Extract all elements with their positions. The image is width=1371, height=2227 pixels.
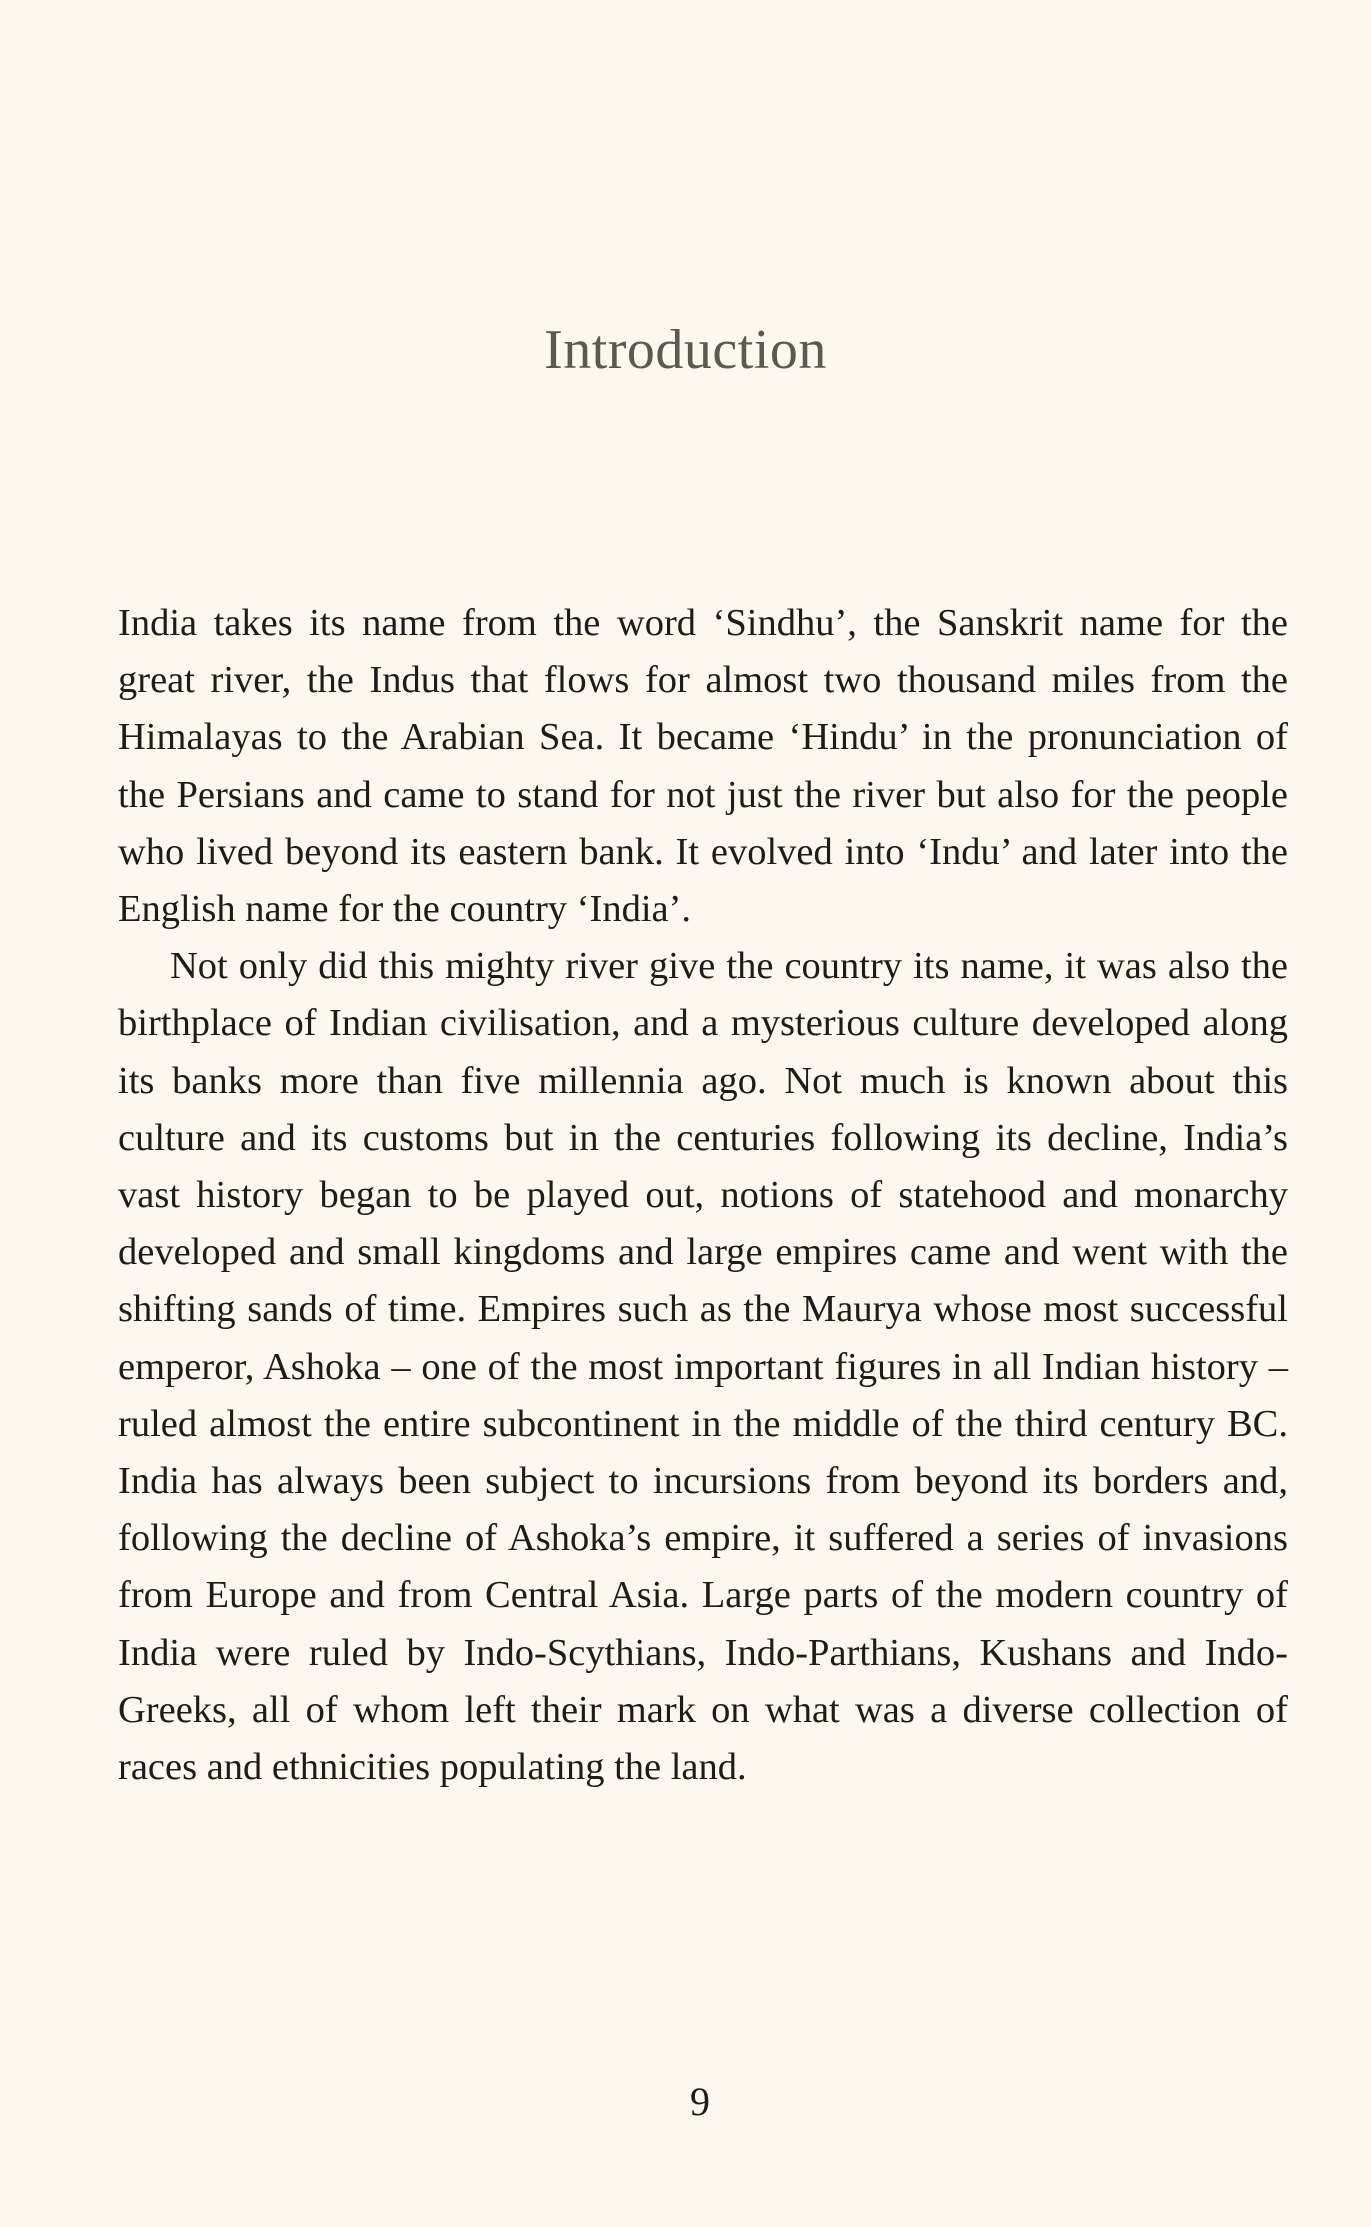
chapter-title: Introduction [544, 319, 827, 381]
paragraph-1: India takes its name from the word ‘Sindhu’, the Sanskrit name for the great river, the Indus that flows for almost two thousand miles from the Himalayas to the Arabian Sea. It became ‘Hindu’ in the pronunciation of the Persians and came to stand for not just the river but also for the people who lived beyond its eastern bank. It evolved into ‘Indu’ and later into the English name for the country ‘India’. [118, 602, 1288, 931]
page-number: 9 [690, 2079, 710, 2124]
body-text [118, 595, 1288, 1796]
paragraph-2: Not only did this mighty river give the country its name, it was also the birthplace of Indian civilisation, and a mysterious culture developed along its banks more than five millennia ago. Not much is known about this culture and its customs but in the centuries following its decline, India’s vast history began to be played out, notions of statehood and monarchy developed and small kingdoms and large empires came and went with the shifting sands of time. Empires such as the Maurya whose most successful emperor, Ashoka – one of the most important figures in all Indian history – ruled almost the entire subcontinent in the middle of the third century BC. India has always been subject to incursions from beyond its borders and, following the decline of Ashoka’s empire, it suffered a series of invasions from Europe and from Central Asia. Large parts of the modern country of India were ruled by Indo-Scythians, Indo-Parthians, Kushans and Indo-Greeks, all of whom left their mark on what was a diverse collection of races and ethnicities populating the land. [118, 945, 1288, 1789]
